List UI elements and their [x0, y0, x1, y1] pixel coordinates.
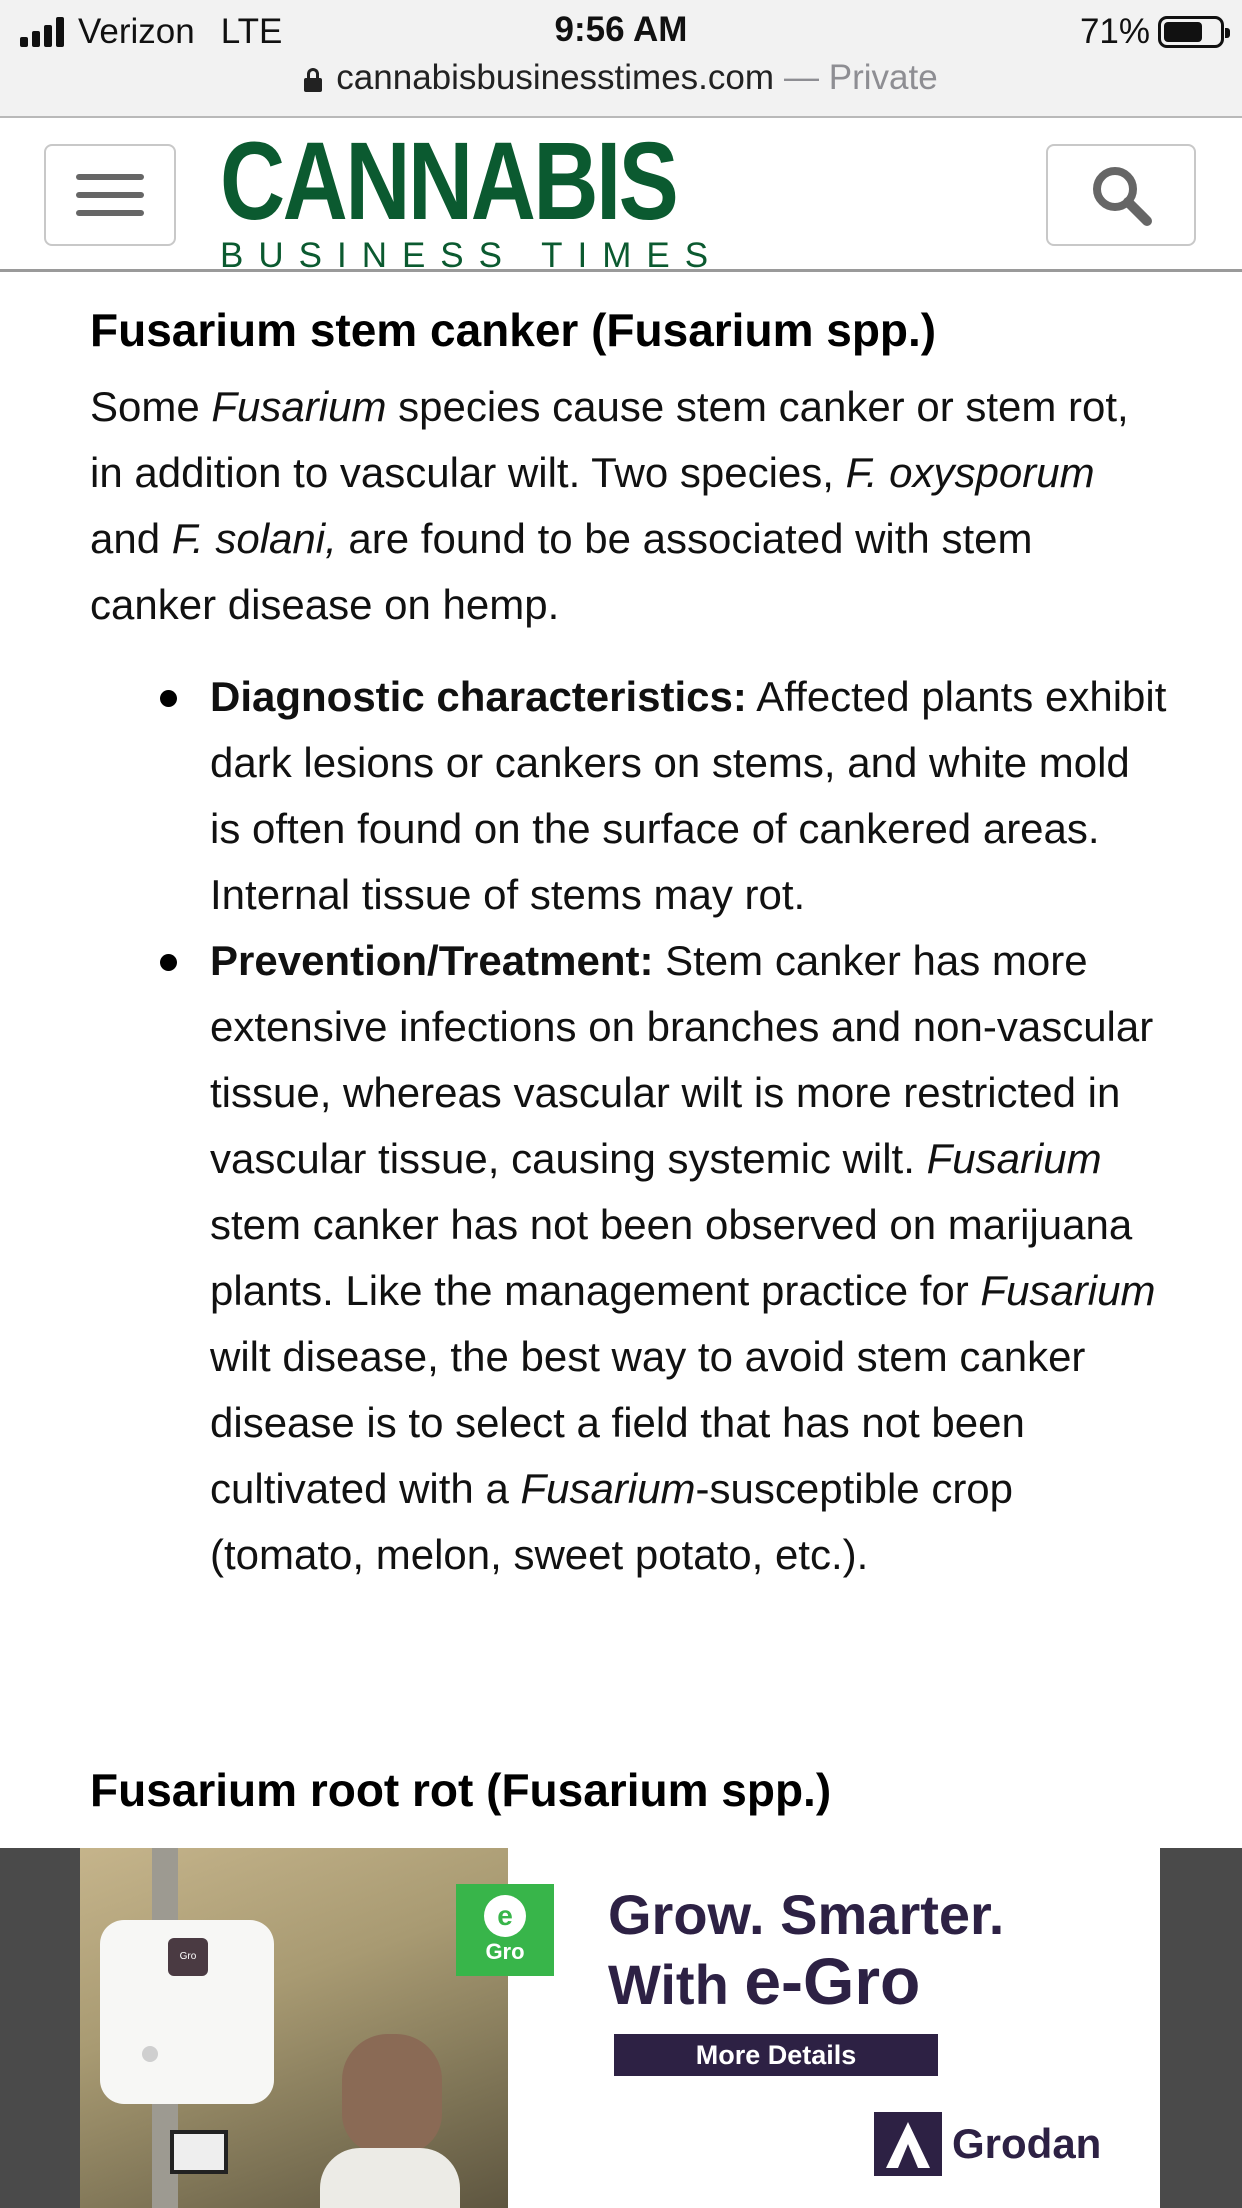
- lock-icon: [304, 68, 322, 92]
- ad-photo: [80, 1848, 508, 2208]
- browser-status-bar: [0, 0, 1242, 118]
- clock: 9:56 AM: [554, 10, 688, 49]
- bullet-dot: [160, 954, 177, 971]
- ad-banner-frame: [0, 1848, 1242, 2208]
- ad-headline: Grow. Smarter. With e-Gro: [608, 1883, 1005, 2018]
- intro-paragraph: Some Fusarium species cause stem canker or stem rot, in addition to vascular wilt. Two species, F. oxysporum and F. solani, are found to be associated with stem canker disease on hemp.: [90, 383, 1129, 628]
- section-heading-stem-canker: Fusarium stem canker (Fusarium spp.): [90, 304, 937, 356]
- battery-status: [1080, 12, 1224, 52]
- egro-logo-badge: e Gro: [456, 1884, 554, 1976]
- list-item-diagnostic: Diagnostic characteristics: Affected plants exhibit dark lesions or cankers on stems, and white mold is often found on the surface of cankered areas. Internal tissue of stems may rot.: [90, 664, 1170, 928]
- ad-banner[interactable]: [80, 1848, 1160, 2208]
- site-header: [0, 120, 1242, 275]
- bullet-dot: [160, 690, 177, 707]
- carrier-name: Verizon: [78, 12, 195, 51]
- battery-icon: [1158, 16, 1224, 48]
- egro-icon: e: [484, 1895, 526, 1937]
- more-details-button[interactable]: More Details: [614, 2034, 938, 2076]
- search-button[interactable]: [1046, 144, 1196, 246]
- logo-sub-text: BUSINESS TIMES: [220, 236, 724, 275]
- network-type: LTE: [220, 12, 283, 51]
- person-image: [342, 2034, 442, 2154]
- site-logo[interactable]: [220, 120, 724, 275]
- search-icon: [1089, 163, 1153, 227]
- bullet-list: [90, 664, 1170, 1588]
- menu-button[interactable]: [44, 144, 176, 246]
- section-heading-root-rot: Fusarium root rot (Fusarium spp.): [90, 1764, 832, 1816]
- grodan-logo: Grodan: [874, 2112, 1101, 2176]
- grodan-mark-icon: [874, 2112, 942, 2176]
- address-bar[interactable]: [0, 58, 1242, 98]
- article-body: [90, 300, 1170, 1816]
- browsing-mode: — Private: [784, 58, 938, 97]
- sensor-device-image: Gro: [100, 1920, 274, 2104]
- battery-percent: 71%: [1079, 12, 1150, 51]
- logo-main-text: CANNABIS: [220, 120, 677, 243]
- list-item-prevention: Prevention/Treatment: Stem canker has more extensive infections on branches and non-vascular tissue, whereas vascular wilt is more restricted in vascular tissue, causing systemic wilt. Fusarium stem canker has not been observed on marijuana plants. Like the management practice for Fusarium wilt disease, the best way to avoid stem canker disease is to select a field that has not been cultivated with a Fusarium-susceptible crop (tomato, melon, sweet potato, etc.).: [90, 928, 1170, 1588]
- hamburger-icon: [76, 174, 144, 180]
- url-domain: cannabisbusinesstimes.com: [336, 58, 775, 97]
